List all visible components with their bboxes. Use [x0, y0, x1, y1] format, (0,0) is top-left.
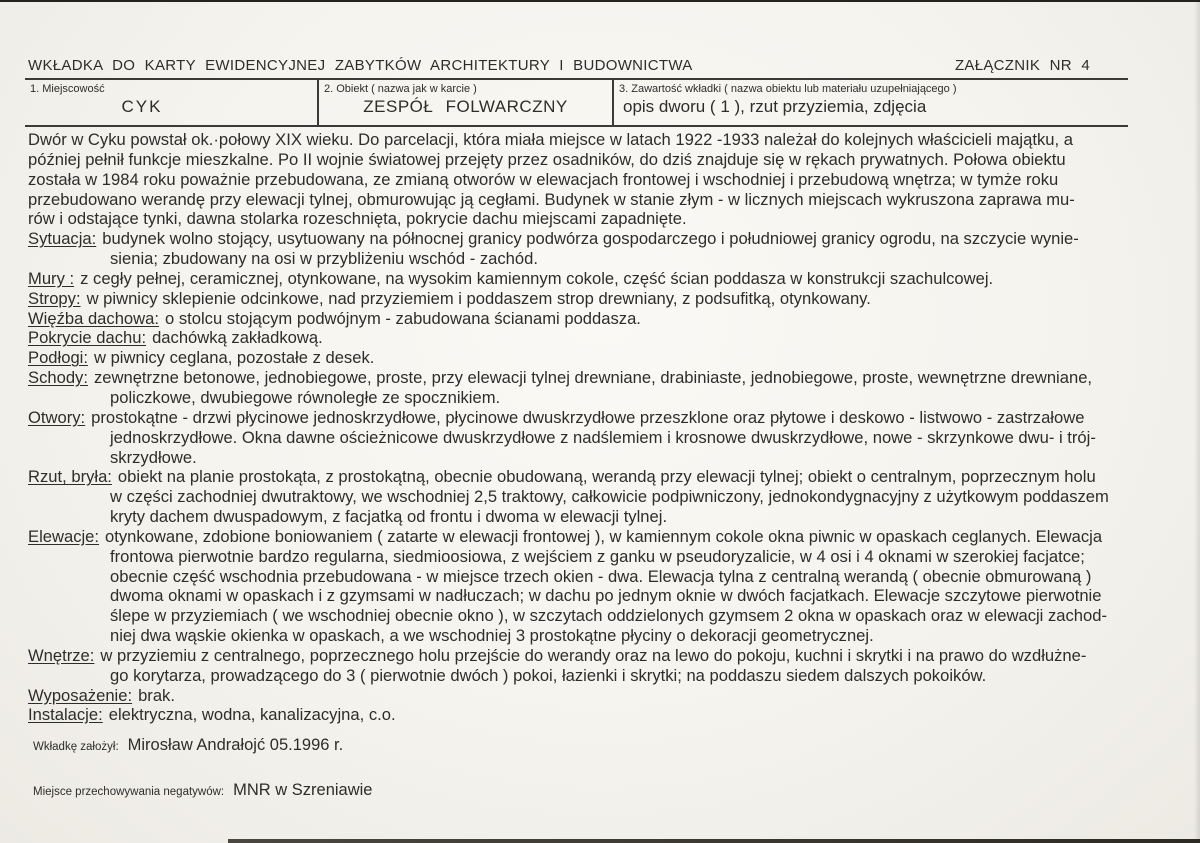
cell-zawartosc — [612, 80, 1128, 125]
section-schody — [28, 368, 1188, 408]
negatives-row — [33, 781, 373, 800]
field-value-zawartosc: opis dworu ( 1 ), rzut przyziemia, zdjęcia — [623, 97, 927, 116]
section-text: dachówką zakładkową. — [152, 328, 323, 348]
section-wiezba-dachowa — [28, 309, 1188, 329]
section-wnetrze — [28, 646, 1188, 686]
scan-right-edge — [1194, 0, 1200, 843]
section-text: w przyziemiu z centralnego, poprzecznego holu przejście do werandy oraz na lewo do pokoju, kuchni i skrytki i na prawo do wzdłużne- — [100, 645, 1087, 665]
founder-value: Mirosław Andrałojć 05.1996 r. — [127, 736, 344, 754]
text-line — [28, 309, 1188, 329]
section-label: Stropy: — [28, 288, 81, 308]
section-label: Wnętrze: — [28, 645, 95, 665]
document-body — [28, 130, 1188, 725]
section-label: Otwory: — [28, 407, 86, 427]
text-line — [28, 467, 1188, 487]
section-wyposazenie — [28, 686, 1188, 706]
cell-miejscowosc — [25, 80, 317, 125]
section-text: elektryczna, wodna, kanalizacyjna, c.o. — [108, 705, 396, 725]
section-text: brak. — [138, 685, 175, 705]
cell-obiekt — [317, 80, 612, 125]
section-text: zewnętrzne betonowe, jednobiegowe, proste, przy elewacji tylnej drewniane, drabiniaste, jednobiegowe, proste, wewnętrzne drewniane, — [93, 368, 1093, 388]
text-line: obecnie część wschodnia przebudowana - w miejsce trzech okien - dwa. Elewacja tylna z centralną werandą ( obecnie obmurowaną ) — [110, 566, 1092, 586]
section-mury — [28, 269, 1188, 289]
text-line: frontowa pierwotnie bardzo regularna, siedmioosiowa, z wejściem z ganku w pseudoryzalicie, w 4 osi i 4 oknami w szerokiej facjatce; — [110, 546, 1085, 566]
section-label: Wyposażenie: — [28, 685, 133, 705]
text-line: niej dwa wąskie okienka w opaskach, a we wschodniej 3 prostokątne płyciny o dekoracji geometrycznej. — [110, 626, 874, 646]
text-line: go korytarza, prowadzącego do 3 ( pierwotnie dwóch ) pokoi, łazienki i skrytki; na poddaszu siedem dalszych pokoików. — [110, 665, 987, 685]
section-pokrycie-dachu — [28, 328, 1188, 348]
text-line — [28, 686, 1188, 706]
text-line: jednoskrzydłowe. Okna dawne ościeżnicowe dwuskrzydłowe z nadślemiem i krosnowe dwuskrzydłowe, nowe - skrzynkowe dwu- i trój- — [110, 427, 1096, 447]
text-line: policzkowe, dwubiegowe równoległe ze spocznikiem. — [110, 387, 501, 407]
text-line: skrzydłowe. — [110, 447, 197, 467]
scan-bottom-edge — [228, 839, 1200, 843]
text-line — [28, 348, 1188, 368]
section-label: Pokrycie dachu: — [28, 328, 147, 348]
text-line — [28, 527, 1188, 547]
section-text: obiekt na planie prostokąta, z prostokątną, obecnie obudowaną, werandą przy elewacji tylnej; obiekt o centralnym, poprzecznym holu — [117, 467, 1096, 487]
section-sytuacja — [28, 229, 1188, 269]
document-title: WKŁADKA DO KARTY EWIDENCYJNEJ ZABYTKÓW ARCHITEKTURY I BUDOWNICTWA — [28, 57, 693, 74]
section-text: otynkowane, zdobione boniowaniem ( zatarte w elewacji frontowej ), w kamiennym cokole okna piwnic w opaskach ceglanych. Elewacja — [105, 526, 1103, 546]
text-line: później pełnił funkcje mieszkalne. Po II wojnie światowej przejęty przez osadników, do dziś znajduje się w rękach prywatnych. Połowa obiektu — [28, 149, 1066, 169]
section-text: prostokątne - drzwi płycinowe jednoskrzydłowe, płycinowe dwuskrzydłowe przeszklone oraz płytowe i deskowo - listwowo - zastrzałowe — [91, 407, 1085, 427]
negatives-value: MNR w Szreniawie — [233, 781, 373, 799]
info-table — [25, 78, 1128, 127]
section-text: z cegły pełnej, ceramicznej, otynkowane, na wysokim kamiennym cokole, część ścian poddasza w konstrukcji szachulcowej. — [80, 268, 994, 288]
section-instalacje — [28, 705, 1188, 725]
text-line — [28, 368, 1188, 388]
section-label: Sytuacja: — [28, 229, 97, 249]
section-text: w piwnicy sklepienie odcinkowe, nad przyziemiem i poddaszem strop drewniany, z podsufitką, otynkowany. — [86, 288, 871, 308]
field-label-zawartosc: 3. Zawartość wkładki ( nazwa obiektu lub materiału uzupełniającego ) — [619, 83, 957, 95]
field-label-obiekt: 2. Obiekt ( nazwa jak w karcie ) — [324, 83, 477, 95]
text-line — [28, 289, 1188, 309]
text-line: została w 1984 roku poważnie przebudowana, ze zmianą otworów w elewacjach frontowej i wschodniej i przebudową wnętrza; w tymże roku — [28, 169, 1059, 189]
section-otwory — [28, 408, 1188, 468]
text-line: Dwór w Cyku powstał ok.·połowy XIX wieku. Do parcelacji, która miała miejsce w latach 1922 -1933 należał do kolejnych właścicieli majątku, a — [28, 130, 1073, 149]
intro-paragraph — [28, 130, 1188, 229]
field-value-obiekt: ZESPÓŁ FOLWARCZNY — [363, 97, 568, 116]
document-header — [28, 57, 1128, 74]
section-label: Podłogi: — [28, 348, 88, 368]
text-line — [28, 705, 1188, 725]
section-label: Więźba dachowa: — [28, 308, 159, 328]
section-rzut-bryla — [28, 467, 1188, 527]
text-line — [28, 229, 1188, 249]
text-line: rów i odstające tynki, dawna stolarka rozeschnięta, pokrycie dachu miejscami zapadnięte. — [28, 209, 687, 229]
field-value-miejscowosc: CYK — [121, 97, 163, 116]
section-label: Elewacje: — [28, 526, 100, 546]
text-line: dwoma oknami w opaskach i z gzymsami w nadłuczach; w dachu po jednym oknie w dwóch facjatkach. Elewacje szczytowe pierwotnie — [110, 586, 1102, 606]
annex-number: ZAŁĄCZNIK NR 4 — [954, 57, 1090, 74]
section-stropy — [28, 289, 1188, 309]
text-line — [28, 408, 1188, 428]
scan-top-edge — [0, 0, 1200, 2]
negatives-label: Miejsce przechowywania negatywów: — [33, 786, 225, 798]
text-line: ślepe w przyziemiach ( we wschodniej obecnie okno ), w szczytach oddzielonych gzymsem 2 okna w opaskach oraz w elewacji zachod- — [110, 606, 1108, 626]
section-label: Mury : — [28, 268, 75, 288]
text-line — [28, 646, 1188, 666]
section-text: w piwnicy ceglana, pozostałe z desek. — [93, 348, 375, 368]
text-line: kryty dachem dwuspadowym, z facjatką od frontu i dwoma w elewacji tylnej. — [110, 507, 668, 527]
section-elewacje — [28, 527, 1188, 646]
field-label-miejscowosc: 1. Miejscowość — [30, 83, 105, 95]
text-line — [28, 328, 1188, 348]
section-podlogi — [28, 348, 1188, 368]
text-line — [28, 269, 1188, 289]
section-label: Rzut, bryła: — [28, 467, 112, 487]
section-label: Schody: — [28, 368, 88, 388]
text-line: w części zachodniej dwutraktowy, we wschodniej 2,5 traktowy, całkowicie podpiwniczony, jednokondygnacyjny z użytkowym poddaszem — [110, 487, 1109, 507]
section-text: o stolcu stojącym podwójnym - zabudowana ścianami poddasza. — [164, 308, 641, 328]
text-line: przebudowano werandę przy elewacji tylnej, obmurowując ją cegłami. Budynek w stanie złym - w licznych miejscach wykruszona zaprawa mu- — [28, 189, 1075, 209]
text-line: sienia; zbudowany na osi w przybliżeniu wschód - zachód. — [110, 249, 538, 269]
founder-row — [33, 736, 343, 755]
section-label: Instalacje: — [28, 705, 103, 725]
section-text: budynek wolno stojący, usytuowany na północnej granicy podwórza gospodarczego i południowej granicy ogrodu, na szczycie wynie- — [102, 229, 1079, 249]
founder-label: Wkładkę założył: — [33, 741, 119, 753]
